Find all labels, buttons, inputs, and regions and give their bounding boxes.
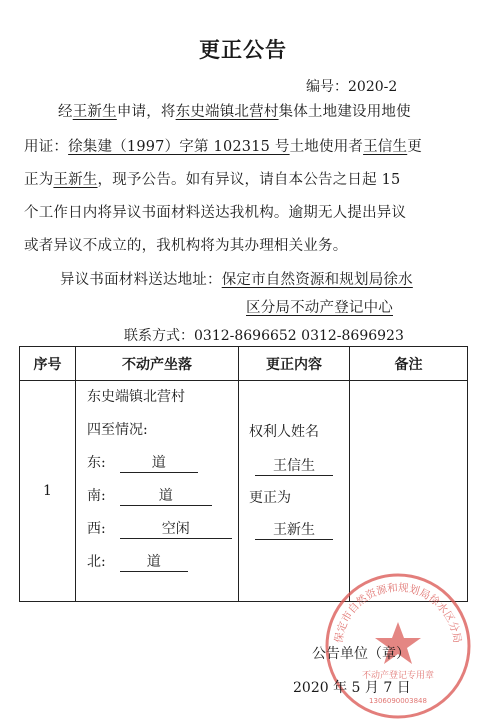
contact-info: 联系方式：0312-8696652 0312-8696923 bbox=[124, 328, 404, 344]
north-bound: 北: 道 bbox=[87, 551, 188, 572]
table-row bbox=[20, 381, 468, 602]
delivery-address: 保定市自然资源和规划局徐水 bbox=[221, 272, 413, 288]
body-line-6: 异议书面材料送达地址：保定市自然资源和规划局徐水 bbox=[60, 272, 413, 288]
document-number: 编号：2020-2 bbox=[306, 79, 398, 95]
certificate-number: 徐集建（1997）字第 102315 号 bbox=[68, 139, 290, 155]
old-owner-name: 王信生 bbox=[363, 139, 408, 155]
south-bound: 南: 道 bbox=[87, 485, 212, 506]
header-seq: 序号 bbox=[20, 347, 76, 381]
body-line-4: 个工作日内将异议书面材料送达我机构。逾期无人提出异议 bbox=[24, 205, 407, 221]
new-owner-cell: 王新生 bbox=[249, 519, 333, 540]
delivery-address-cont: 区分局不动产登记中心 bbox=[246, 300, 393, 316]
bounds-label: 四至情况: bbox=[87, 422, 148, 438]
publish-date: 2020 年 5 月 7 日 bbox=[293, 680, 411, 696]
east-bound: 东: 道 bbox=[87, 452, 198, 473]
location-text: 东史端镇北营村 bbox=[87, 389, 185, 405]
publisher-unit: 公告单位（章） bbox=[312, 646, 410, 662]
correction-table bbox=[19, 346, 468, 602]
village-name: 东史端镇北营村 bbox=[175, 104, 279, 120]
west-bound: 西: 空闲 bbox=[87, 518, 232, 539]
seal-ring-text: 保定市自然资源和规划局徐水区分局 bbox=[332, 581, 464, 644]
owner-name-label: 权利人姓名 bbox=[249, 424, 319, 440]
seal-sub-text: 不动产登记专用章 bbox=[361, 671, 435, 681]
applicant-name: 王新生 bbox=[72, 104, 117, 120]
page-title: 更正公告 bbox=[199, 37, 287, 62]
cell-correction bbox=[239, 381, 350, 602]
header-remark: 备注 bbox=[350, 347, 468, 381]
corrected-to-label: 更正为 bbox=[249, 490, 291, 506]
body-line-3: 正为王新生，现予公告。如有异议，请自本公告之日起 15 bbox=[24, 172, 401, 188]
old-owner-cell: 王信生 bbox=[249, 455, 333, 476]
seal-code: 1306090003848 bbox=[369, 697, 427, 705]
body-line-1: 经王新生申请，将东史端镇北营村集体土地建设用地使 bbox=[58, 104, 411, 120]
header-correction: 更正内容 bbox=[239, 347, 350, 381]
cell-seq: 1 bbox=[20, 381, 76, 602]
new-owner-name: 王新生 bbox=[53, 172, 98, 188]
cell-location bbox=[76, 381, 239, 602]
header-location: 不动产坐落 bbox=[76, 347, 239, 381]
body-line-2: 用证：徐集建（1997）字第 102315 号土地使用者王信生更 bbox=[24, 139, 422, 155]
cell-remark bbox=[350, 381, 468, 602]
body-line-5: 或者异议不成立的，我机构将为其办理相关业务。 bbox=[24, 238, 348, 254]
